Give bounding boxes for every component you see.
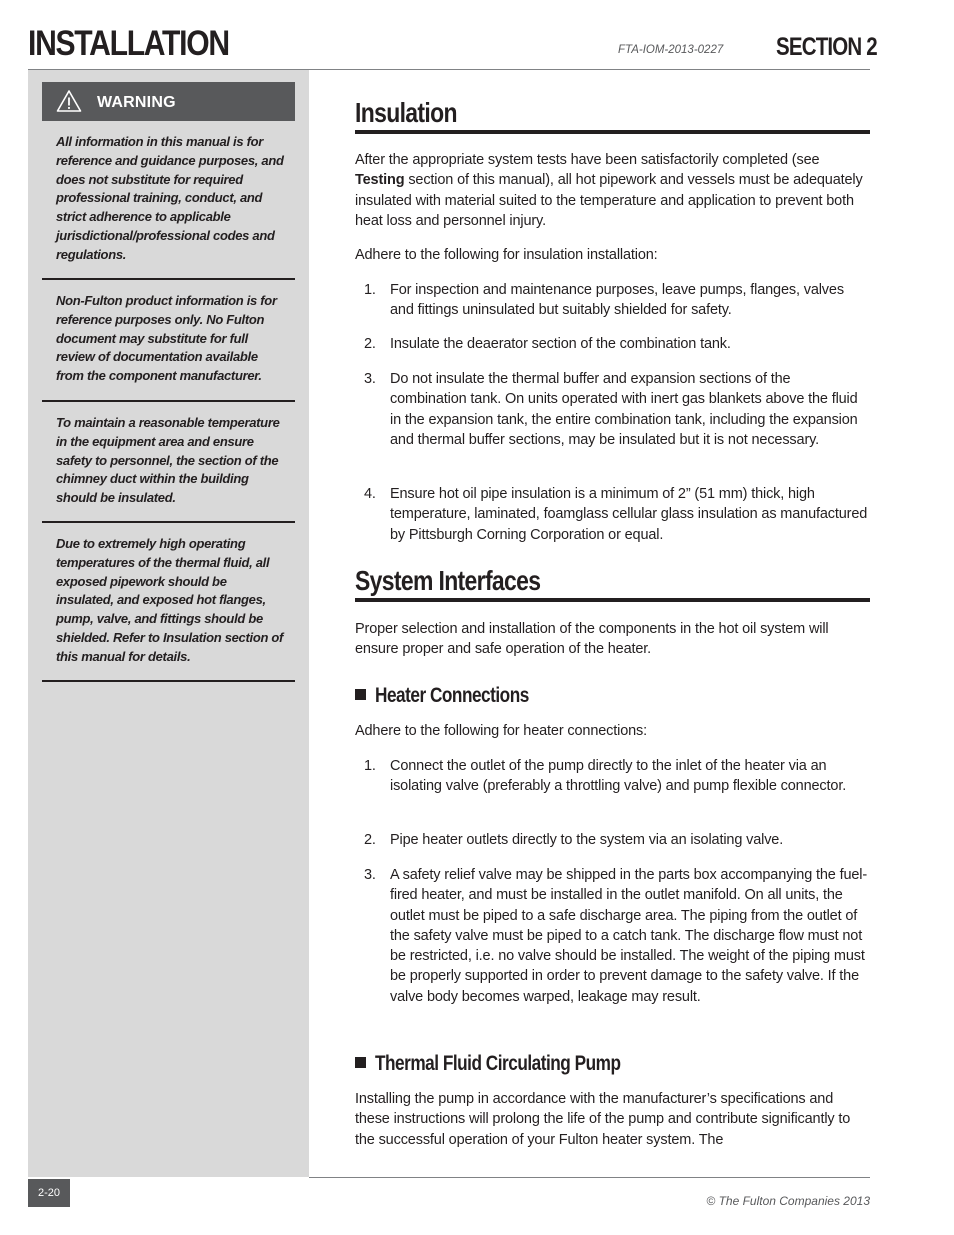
interfaces-intro: Proper selection and installation of the components in the hot oil system will ensure proper and safe operation of the heater. xyxy=(355,621,829,658)
heading-rule xyxy=(355,130,870,134)
pump-paragraph: Installing the pump in accordance with the manufacturer’s specifications and these instructions will prolong the life of the pump and contribute significantly to the successful operation of your Fulton heater system. The xyxy=(355,1091,851,1148)
testing-reference: Testing xyxy=(355,172,405,189)
warning-text-1: All information in this manual is for reference and guidance purposes, and does not substitute for required professional training, conduct, and strict adherence to applicable jurisdictional/professional codes and regulations. xyxy=(56,134,284,262)
page-number: 2-20 xyxy=(28,1179,70,1207)
section-label: SECTION 2 xyxy=(776,33,877,61)
insulation-lead: Adhere to the following for insulation installation: xyxy=(355,247,658,263)
heading-rule xyxy=(355,598,870,602)
warning-text-3: To maintain a reasonable temperature in the equipment area and ensure safety to personnel, the section of the chimney duct within the building should be insulated. xyxy=(56,415,280,506)
warning-divider xyxy=(42,521,295,523)
warning-divider xyxy=(42,400,295,402)
warning-text-2: Non-Fulton product information is for reference purposes only. No Fulton document may substitute for full review of documentation available from the component manufacturer. xyxy=(56,293,277,384)
copyright: © The Fulton Companies 2013 xyxy=(706,1194,870,1208)
heater-lead: Adhere to the following for heater connections: xyxy=(355,723,647,739)
square-bullet-icon xyxy=(355,1057,366,1068)
heater-connections-heading: Heater Connections xyxy=(355,684,563,708)
square-bullet-icon xyxy=(355,689,366,700)
system-interfaces-heading: System Interfaces xyxy=(355,565,541,596)
warning-divider xyxy=(42,278,295,280)
warning-header xyxy=(42,82,295,121)
warning-text-4: Due to extremely high operating temperatures of the thermal fluid, all exposed pipework should be insulated, and exposed hot flanges, pump, valve, and fittings should be shielded. Refer to Insulation section of this manual for details. xyxy=(56,536,284,664)
warning-divider xyxy=(42,680,295,682)
insulation-intro: After the appropriate system tests have been satisfactorily completed (see Testing section of this manual), all hot pipework and vessels must be adequately insulated with material suited to the temperature and application to prevent both heat loss and personnel injury. xyxy=(355,152,863,229)
circulating-pump-heading: Thermal Fluid Circulating Pump xyxy=(355,1052,674,1076)
document-id: FTA-IOM-2013-0227 xyxy=(618,44,724,56)
page-title: INSTALLATION xyxy=(28,24,229,63)
warning-title: WARNING xyxy=(97,94,176,111)
warning-triangle-icon xyxy=(56,89,82,113)
insulation-heading: Insulation xyxy=(355,97,457,128)
footer-rule xyxy=(309,1177,870,1178)
